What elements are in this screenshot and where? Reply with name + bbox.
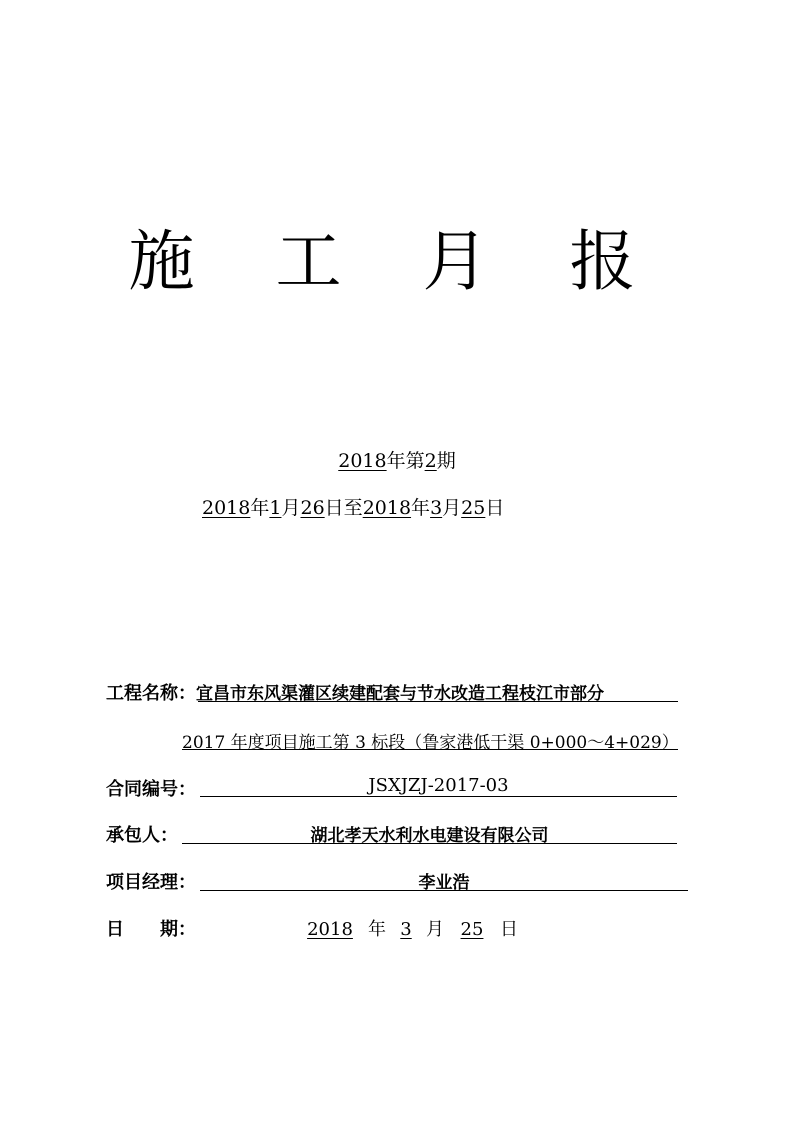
period-m2: 月 xyxy=(442,497,462,519)
period-d2: 日 xyxy=(485,497,505,519)
date-year: 2018 xyxy=(307,919,353,940)
period-start-month: 1 xyxy=(269,497,282,519)
project-name-underline-1 xyxy=(198,701,678,702)
contract-number-value: JSXJZJ-2017-03 xyxy=(368,775,509,796)
project-manager-label: 项目经理： xyxy=(106,872,196,893)
period-start-year: 2018 xyxy=(202,497,251,519)
period-d1: 日至 xyxy=(324,497,363,519)
contractor-label: 承包人： xyxy=(106,825,178,846)
project-manager-value: 李业浩 xyxy=(418,873,470,893)
date-y: 年 xyxy=(368,919,386,940)
period-y1: 年 xyxy=(250,497,270,519)
date-label: 日 期： xyxy=(106,919,196,940)
project-manager-underline xyxy=(200,890,688,891)
contractor-value: 湖北孝天水利水电建设有限公司 xyxy=(310,826,549,846)
contractor-underline xyxy=(182,843,677,844)
date-month: 3 xyxy=(400,919,412,940)
issue-suffix: 期 xyxy=(436,450,456,472)
project-name-underline-2 xyxy=(182,749,678,750)
issue-number xyxy=(0,446,794,473)
report-period xyxy=(202,493,504,520)
project-name-line2: 2017 年度项目施工第 3 标段（鲁家港低干渠 0+000～4+029） xyxy=(182,733,679,753)
date-value xyxy=(292,915,518,941)
issue-year-suffix: 年第 xyxy=(386,450,425,472)
project-name-label: 工程名称： xyxy=(106,683,196,704)
issue-year: 2018 xyxy=(338,450,387,472)
date-m: 月 xyxy=(426,919,444,940)
date-d: 日 xyxy=(500,919,518,940)
period-end-day: 25 xyxy=(461,497,486,519)
page-title: 施 工 月 报 xyxy=(128,223,666,300)
period-end-year: 2018 xyxy=(362,497,412,519)
period-start-day: 26 xyxy=(300,497,325,519)
issue-number-value: 2 xyxy=(424,450,437,472)
project-name-line1: 宜昌市东风渠灌区续建配套与节水改造工程枝江市部分 xyxy=(196,684,604,704)
period-end-month: 3 xyxy=(430,497,443,519)
period-y2: 年 xyxy=(411,497,431,519)
contract-number-underline xyxy=(200,796,677,797)
date-day: 25 xyxy=(460,919,484,940)
period-m1: 月 xyxy=(281,497,301,519)
contract-number-label: 合同编号： xyxy=(106,779,196,800)
